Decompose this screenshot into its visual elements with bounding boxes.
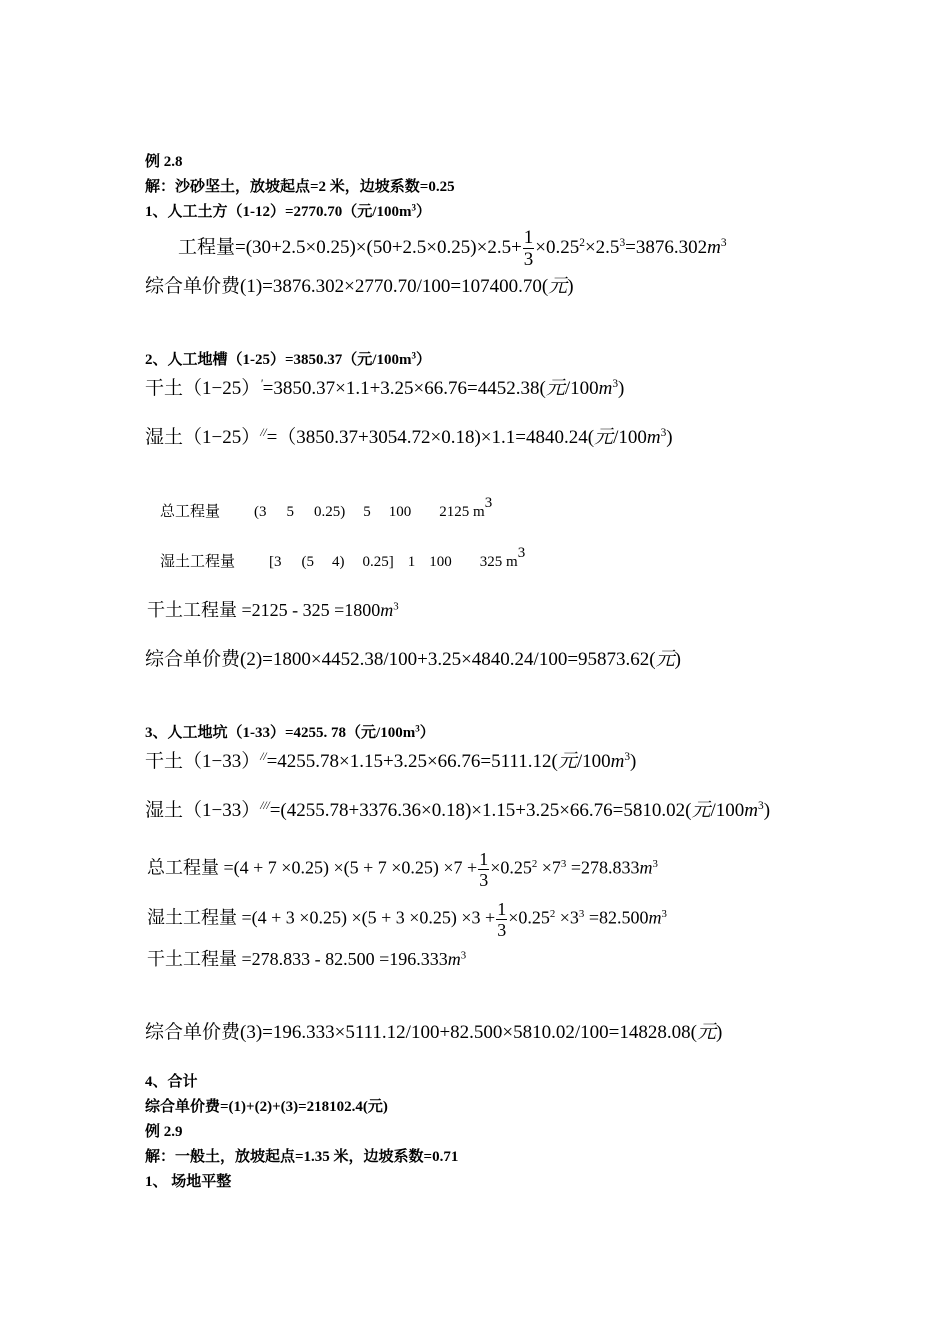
total-quantity-row: 总工程量 (3 5 0.25) 5 100 2125 $m^3$	[160, 495, 493, 520]
formula-wet-soil: 湿土（1−33）///=(4255.78+3376.36×0.18)×1.15+3.25×66.76=5810.02(元$/100m^3$)	[145, 800, 771, 821]
wet-quantity-row: 湿土工程量 [3 (5 4) 0.25] 1 100 325 $m^3$	[160, 545, 526, 570]
formula-cost: 综合单价费(1)=3876.302×2770.70/100=107400.70(元)	[145, 276, 574, 297]
formula-wet-soil: 湿土（1−25）//=（3850.37+3054.72×0.18)×1.1=4840.24(元$/100m^3$)	[145, 427, 673, 448]
section-heading: 3、人工地坑（1-33）=4255. 78（元$/100m^3$）	[145, 723, 435, 741]
dry-quantity-row: 干土工程量 $=2125 - 325 =1800m^3$	[147, 600, 399, 620]
sum-line: 综合单价费=(1)+(2)+(3)=218102.4(元)	[145, 1099, 388, 1115]
example-title: 例 2.9	[145, 1124, 183, 1140]
formula-cost: 综合单价费(3)=196.333×5111.12/100+82.500×5810.02/100=14828.08(元)	[145, 1022, 723, 1043]
formula-dry-soil: 干土（1−25）'=3850.37×1.1+3.25×66.76=4452.38(元$/100m^3$)	[145, 378, 625, 399]
solution-line: 解：沙砂坚土，放坡起点=2 米，边坡系数=0.25	[145, 179, 455, 195]
dry-quantity-row: 干土工程量 $=278.833 - 82.500 =196.333m^3$	[147, 949, 467, 969]
formula-dry-soil: 干土（1−33）//=4255.78×1.15+3.25×66.76=5111.12(元$/100m^3$)	[145, 751, 637, 772]
section-heading: 2、人工地槽（1-25）=3850.37（元$/100m^3$）	[145, 350, 431, 368]
formula-total-quantity: 总工程量 =(4 + 7 ×0.25) ×(5 + 7 ×0.25) ×7 + $\frac{1}{3}$ $\times 0.25^2 \times 7^3 =278.833m^3$	[147, 849, 658, 890]
section-heading: 1、 场地平整	[145, 1174, 232, 1190]
formula-quantity: 工程量=(30+2.5×0.25)×(50+2.5×0.25)×2.5+ $\frac{1}{3}$ $\times 0.25^2\times 2.5^3=3876.302m^3$	[178, 227, 727, 270]
solution-line: 解：一般土，放坡起点=1.35 米，边坡系数=0.71	[145, 1149, 459, 1165]
section-heading: 4、合计	[145, 1074, 198, 1090]
formula-cost: 综合单价费(2)=1800×4452.38/100+3.25×4840.24/100=95873.62(元)	[145, 649, 681, 670]
formula-wet-quantity: 湿土工程量 =(4 + 3 ×0.25) ×(5 + 3 ×0.25) ×3 + $\frac{1}{3}$ $\times 0.25^2 \times 3^3 =82.500m^3$	[147, 899, 667, 940]
example-title: 例 2.8	[145, 154, 183, 170]
section-heading: 1、人工土方（1-12）=2770.70（元$/100m^3$）	[145, 202, 431, 220]
